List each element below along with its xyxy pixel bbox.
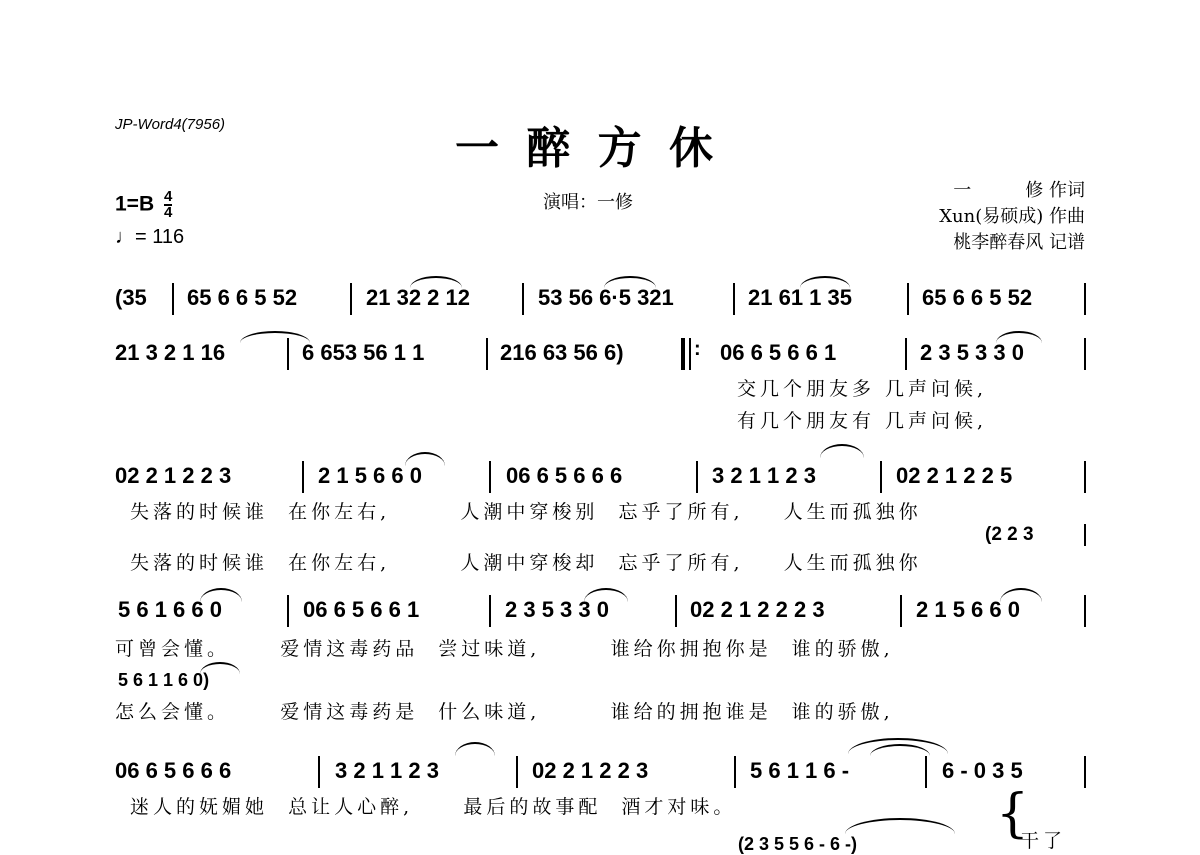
measure: 2 1 5 6 6 0 <box>318 463 422 488</box>
lyricist-credit: 一 修 作词 <box>953 180 1085 201</box>
measure: 65 6 6 5 52 <box>922 285 1033 310</box>
measure: 3 2 1 1 2 3 <box>712 463 816 488</box>
barline <box>925 756 927 788</box>
measure: 6 - 0 3 5 <box>942 758 1023 783</box>
tempo-marking <box>115 226 184 249</box>
measure: 06 6 5 6 6 6 <box>506 463 623 488</box>
measure: 5 6 1 6 6 0 <box>118 597 222 622</box>
barline <box>734 756 736 788</box>
lyric-line: 有几个朋友有 几声问候, <box>737 410 988 432</box>
lyric-line: 怎么会懂。 爱情这毒药是 什么味道, 谁给的拥抱谁是 谁的骄傲, <box>115 701 894 723</box>
barline <box>907 283 909 315</box>
barline <box>486 338 488 370</box>
slur <box>455 742 495 756</box>
barline <box>1084 283 1086 315</box>
barline <box>733 283 735 315</box>
measure: 06 6 5 6 6 6 <box>115 758 232 783</box>
slur <box>410 276 462 288</box>
measure: 5 6 1 1 6 - <box>750 758 850 783</box>
measure: 6 653 56 1 1 <box>302 340 425 365</box>
barline <box>522 283 524 315</box>
watermark-label: JP-Word4(7956) <box>115 116 226 133</box>
measure: 53 56 6·5 321 <box>538 285 674 310</box>
slur <box>200 588 242 602</box>
barline <box>302 461 304 493</box>
repeat-start-thin <box>689 338 691 370</box>
slur <box>820 444 864 458</box>
measure: (35 <box>115 285 147 310</box>
lyric-line: 可曾会懂。 爱情这毒药品 尝过味道, 谁给你拥抱你是 谁的骄傲, <box>115 638 894 660</box>
barline <box>489 595 491 627</box>
side-lyric: 干了 <box>1020 830 1067 852</box>
slur <box>240 331 310 343</box>
barline <box>1084 756 1086 788</box>
alternate-notes: 5 6 1 1 6 0) <box>118 670 210 690</box>
measure: 02 2 1 2 2 3 <box>115 463 232 488</box>
measure: 2 3 5 3 3 0 <box>920 340 1024 365</box>
measure: 06 6 5 6 6 1 <box>303 597 420 622</box>
lyric-line: 交几个朋友多 几声问候, <box>737 378 988 400</box>
measure: 06 6 5 6 6 1 <box>720 340 837 365</box>
slur <box>996 331 1042 343</box>
brace: { <box>996 784 1030 844</box>
barline <box>696 461 698 493</box>
measure: 216 63 56 6) <box>500 340 624 365</box>
slur <box>604 276 656 288</box>
lyric-line: 迷人的妩媚她 总让人心醉, 最后的故事配 酒才对味。 <box>130 796 737 818</box>
quarter-note-icon: ♩ <box>115 226 135 248</box>
measure: 02 2 1 2 2 2 3 <box>690 597 825 622</box>
key-signature <box>115 190 172 220</box>
credits-block <box>900 178 1085 256</box>
composer-credit: Xun(易硕成) 作曲 <box>939 206 1085 227</box>
barline <box>905 338 907 370</box>
measure: 2 3 5 3 3 0 <box>505 597 609 622</box>
tempo-value: = 116 <box>135 226 185 248</box>
measure: 21 32 2 12 <box>366 285 470 310</box>
time-sig-denominator: 4 <box>163 204 173 221</box>
slur <box>1000 588 1042 602</box>
singer-label: 演唱：一修 <box>543 192 633 213</box>
slur <box>800 276 850 288</box>
time-sig-numerator: 4 <box>163 188 173 205</box>
time-signature <box>164 190 172 220</box>
barline <box>1084 524 1086 546</box>
barline <box>880 461 882 493</box>
barline <box>1084 595 1086 627</box>
slur <box>200 662 240 674</box>
slur <box>584 588 628 602</box>
barline <box>900 595 902 627</box>
barline <box>516 756 518 788</box>
barline <box>675 595 677 627</box>
slur <box>405 452 445 466</box>
barline <box>489 461 491 493</box>
measure: 21 3 2 1 16 <box>115 340 226 365</box>
barline <box>172 283 174 315</box>
repeat-dots: : <box>694 338 701 360</box>
barline <box>1084 338 1086 370</box>
measure: 65 6 6 5 52 <box>187 285 298 310</box>
lyric-line: 失落的时候谁 在你左右, 人潮中穿梭却 忘乎了所有, 人生而孤独你 <box>130 552 922 574</box>
barline <box>350 283 352 315</box>
slur <box>845 818 955 834</box>
barline <box>287 595 289 627</box>
measure: 02 2 1 2 2 5 <box>896 463 1013 488</box>
alternate-notes: (2 3 5 5 6 - 6 -) <box>738 834 858 854</box>
measure: 21 61 1 35 <box>748 285 852 310</box>
alternate-notes: (2 2 3 <box>985 524 1034 545</box>
measure: 02 2 1 2 2 3 <box>532 758 649 783</box>
song-title: 一 醉 方 休 <box>455 123 719 174</box>
lyric-line: 失落的时候谁 在你左右, 人潮中穿梭别 忘乎了所有, 人生而孤独你 <box>130 501 922 523</box>
barline <box>318 756 320 788</box>
key-label: 1=B <box>115 192 155 216</box>
transcriber-credit: 桃李醉春风 记谱 <box>953 232 1085 253</box>
measure: 2 1 5 6 6 0 <box>916 597 1020 622</box>
measure: 3 2 1 1 2 3 <box>335 758 439 783</box>
barline <box>1084 461 1086 493</box>
repeat-start-thick <box>681 338 685 370</box>
